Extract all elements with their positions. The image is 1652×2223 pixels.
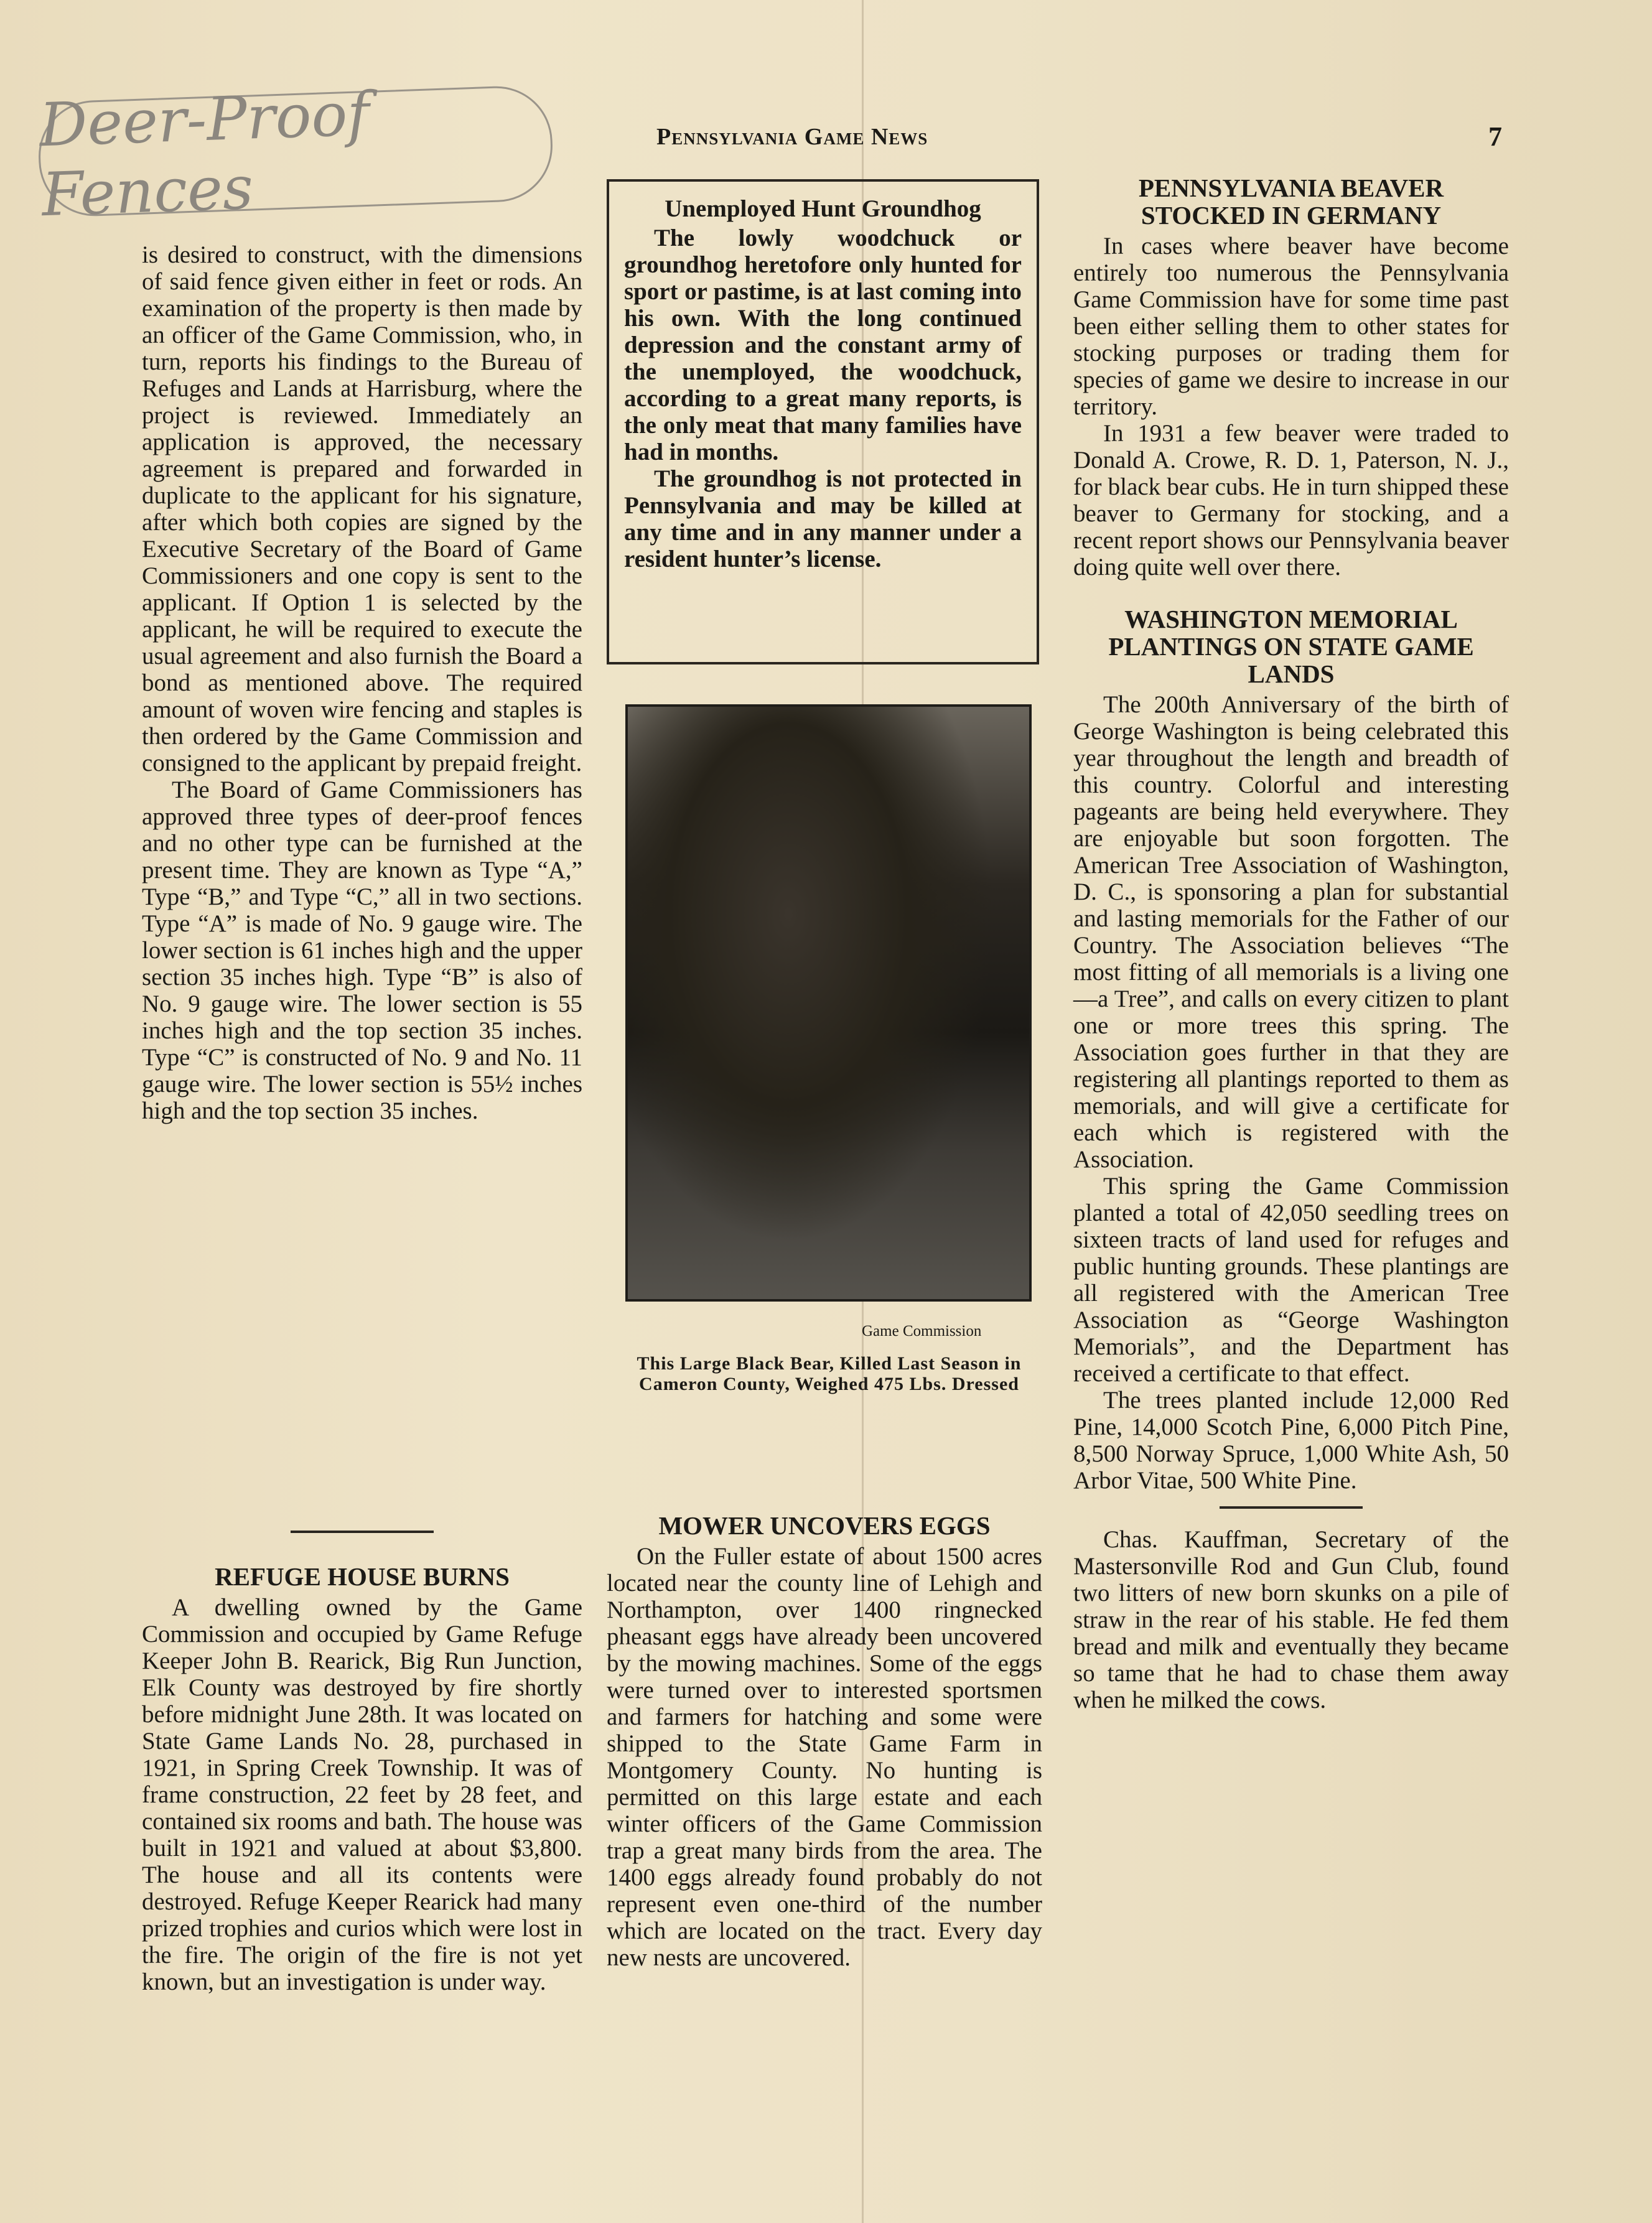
page-number: 7	[1488, 121, 1502, 152]
beaver-headline: PENNSYLVANIA BEAVER STOCKED IN GERMANY	[1138, 174, 1444, 230]
photo-caption: This Large Black Bear, Killed Last Season in Cameron County, Weighed 475 Lbs. Dressed	[637, 1353, 1022, 1394]
photo-credit: Game Commission	[862, 1323, 982, 1340]
washington-headline: WASHINGTON MEMORIAL PLANTINGS ON STATE GAME LANDS	[1108, 605, 1474, 688]
refuge-headline: REFUGE HOUSE BURNS	[215, 1562, 510, 1591]
skunks-body: Chas. Kauffman, Secretary of the Mastersonville Rod and Gun Club, found two litters of new born skunks on a pile of straw in the rear of his stable. He fed them bread and milk and eventually they became so tame that he had to chase them away when he milked the cows.	[1073, 1526, 1509, 1713]
bear-photo	[625, 704, 1032, 1302]
groundhog-box	[607, 179, 1039, 664]
groundhog-paragraph-2: The groundhog is not protected in Pennsylvania and may be killed at any time and in any manner under a resident hunter’s license.	[624, 465, 1022, 572]
beaver-paragraph-1: In cases where beaver have become entirely too numerous the Pennsylvania Game Commission have for some time past been either selling them to other states for stocking purposes or trading them for species of game we desire to increase in our territory.	[1073, 233, 1509, 420]
refuge-article	[142, 1531, 582, 1995]
washington-paragraph-2: This spring the Game Commission planted a total of 42,050 seedling trees on sixteen tracts of land used for refuges and public hunting grounds. These plantings are all registered with the American Tree Association as “George Washington Memorials”, and the Department has received a certificate to that effect.	[1073, 1173, 1509, 1387]
mower-headline: MOWER UNCOVERS EGGS	[658, 1511, 991, 1540]
beaver-paragraph-2: In 1931 a few beaver were traded to Donald A. Crowe, R. D. 1, Paterson, N. J., for black bear cubs. He in turn shipped these beaver to Germany for stocking, and a recent report shows our Pennsylvania beaver doing quite well over there.	[1073, 420, 1509, 580]
washington-paragraph-1: The 200th Anniversary of the birth of George Washington is being celebrated this year throughout the length and breadth of this country. Colorful and interesting pageants are being held everywhere. They are enjoyable but soon forgotten. The American Tree Association of Washington, D. C., is sponsoring a plan for substantial and lasting memorials for the Father of our Country. The Association believes “The most fitting of all memorials is a living one—a Tree”, and calls on every citizen to plant one or more trees this spring. The Association goes further in that they are registering all plantings reported to them as memorials, and will give a certificate for each which is registered with the Association.	[1073, 691, 1509, 1173]
refuge-body: A dwelling owned by the Game Commission and occupied by Game Refuge Keeper John B. Rearick, Big Run Junction, Elk County was destroyed by fire shortly before midnight June 28th. It was located on State Game Lands No. 28, purchased in 1921, in Spring Creek Township. It was of frame construction, 22 feet by 28 feet, and contained six rooms and bath. The house was built in 1921 and valued at about $3,800. The house and all its contents were destroyed. Refuge Keeper Rearick had many prized trophies and curios which were lost in the fire. The origin of the fire is not yet known, but an investigation is under way.	[142, 1594, 582, 1995]
groundhog-headline: Unemployed Hunt Groundhog	[665, 195, 981, 222]
washington-paragraph-3: The trees planted include 12,000 Red Pine, 14,000 Scotch Pine, 6,000 Pitch Pine, 8,500 Norway Spruce, 1,000 White Ash, 50 Arbor Vitae, 500 White Pine.	[1073, 1387, 1509, 1494]
handwritten-note: Deer-Proof Fences	[37, 85, 554, 218]
fence-paragraph-2: The Board of Game Commissioners has approved three types of deer-proof fences and no other type can be furnished at the present time. They are known as Type “A,” Type “B,” and Type “C,” all in two sections. Type “A” is made of No. 9 gauge wire. The lower section is 61 inches high and the upper section 35 inches high. Type “B” is also of No. 9 gauge wire. The lower section is 55 inches high and the top section 35 inches. Type “C” is constructed of No. 9 and No. 11 gauge wire. The lower section is 55½ inches high and the top section 35 inches.	[142, 776, 582, 1124]
column-3	[1073, 174, 1509, 1713]
mower-body: On the Fuller estate of about 1500 acres located near the county line of Lehigh and Northampton, over 1400 ringnecked pheasant eggs have already been uncovered by the mowing machines. Some of the eggs were turned over to interested sportsmen and farmers for hatching and some were shipped to the State Game Farm in Montgomery County. No hunting is permitted on this large estate and each winter officers of the Game Commission trap a great many birds from the area. The 1400 eggs already found probably do not represent even one-third of the number which are located on the tract. Every day new nests are uncovered.	[607, 1543, 1042, 1971]
mower-article	[607, 1512, 1042, 1971]
column-1-article	[142, 241, 582, 1124]
fence-paragraph-1: is desired to construct, with the dimensions of said fence given either in feet or rods. An examination of the property is then made by an officer of the Game Commission, who, in turn, reports his findings to the Bureau of Refuges and Lands at Harrisburg, where the project is reviewed. Immediately an application is approved, the necessary agreement is prepared and forwarded in duplicate to the applicant for his signature, after which both copies are signed by the Executive Secretary of the Board of Game Commissioners and one copy is sent to the applicant. If Option 1 is selected by the applicant, he will be required to execute the usual agreement and also furnish the Board a bond as mentioned above. The required amount of woven wire fencing and staples is then ordered by the Game Commission and consigned to the applicant by prepaid freight.	[142, 241, 582, 776]
running-header: Pennsylvania Game News	[656, 124, 928, 150]
groundhog-paragraph-1: The lowly woodchuck or groundhog heretofore only hunted for sport or pastime, is at last coming into his own. With the long continued depression and the constant army of the unemployed, the woodchuck, according to a great many reports, is the only meat that many families have had in months.	[624, 225, 1022, 465]
